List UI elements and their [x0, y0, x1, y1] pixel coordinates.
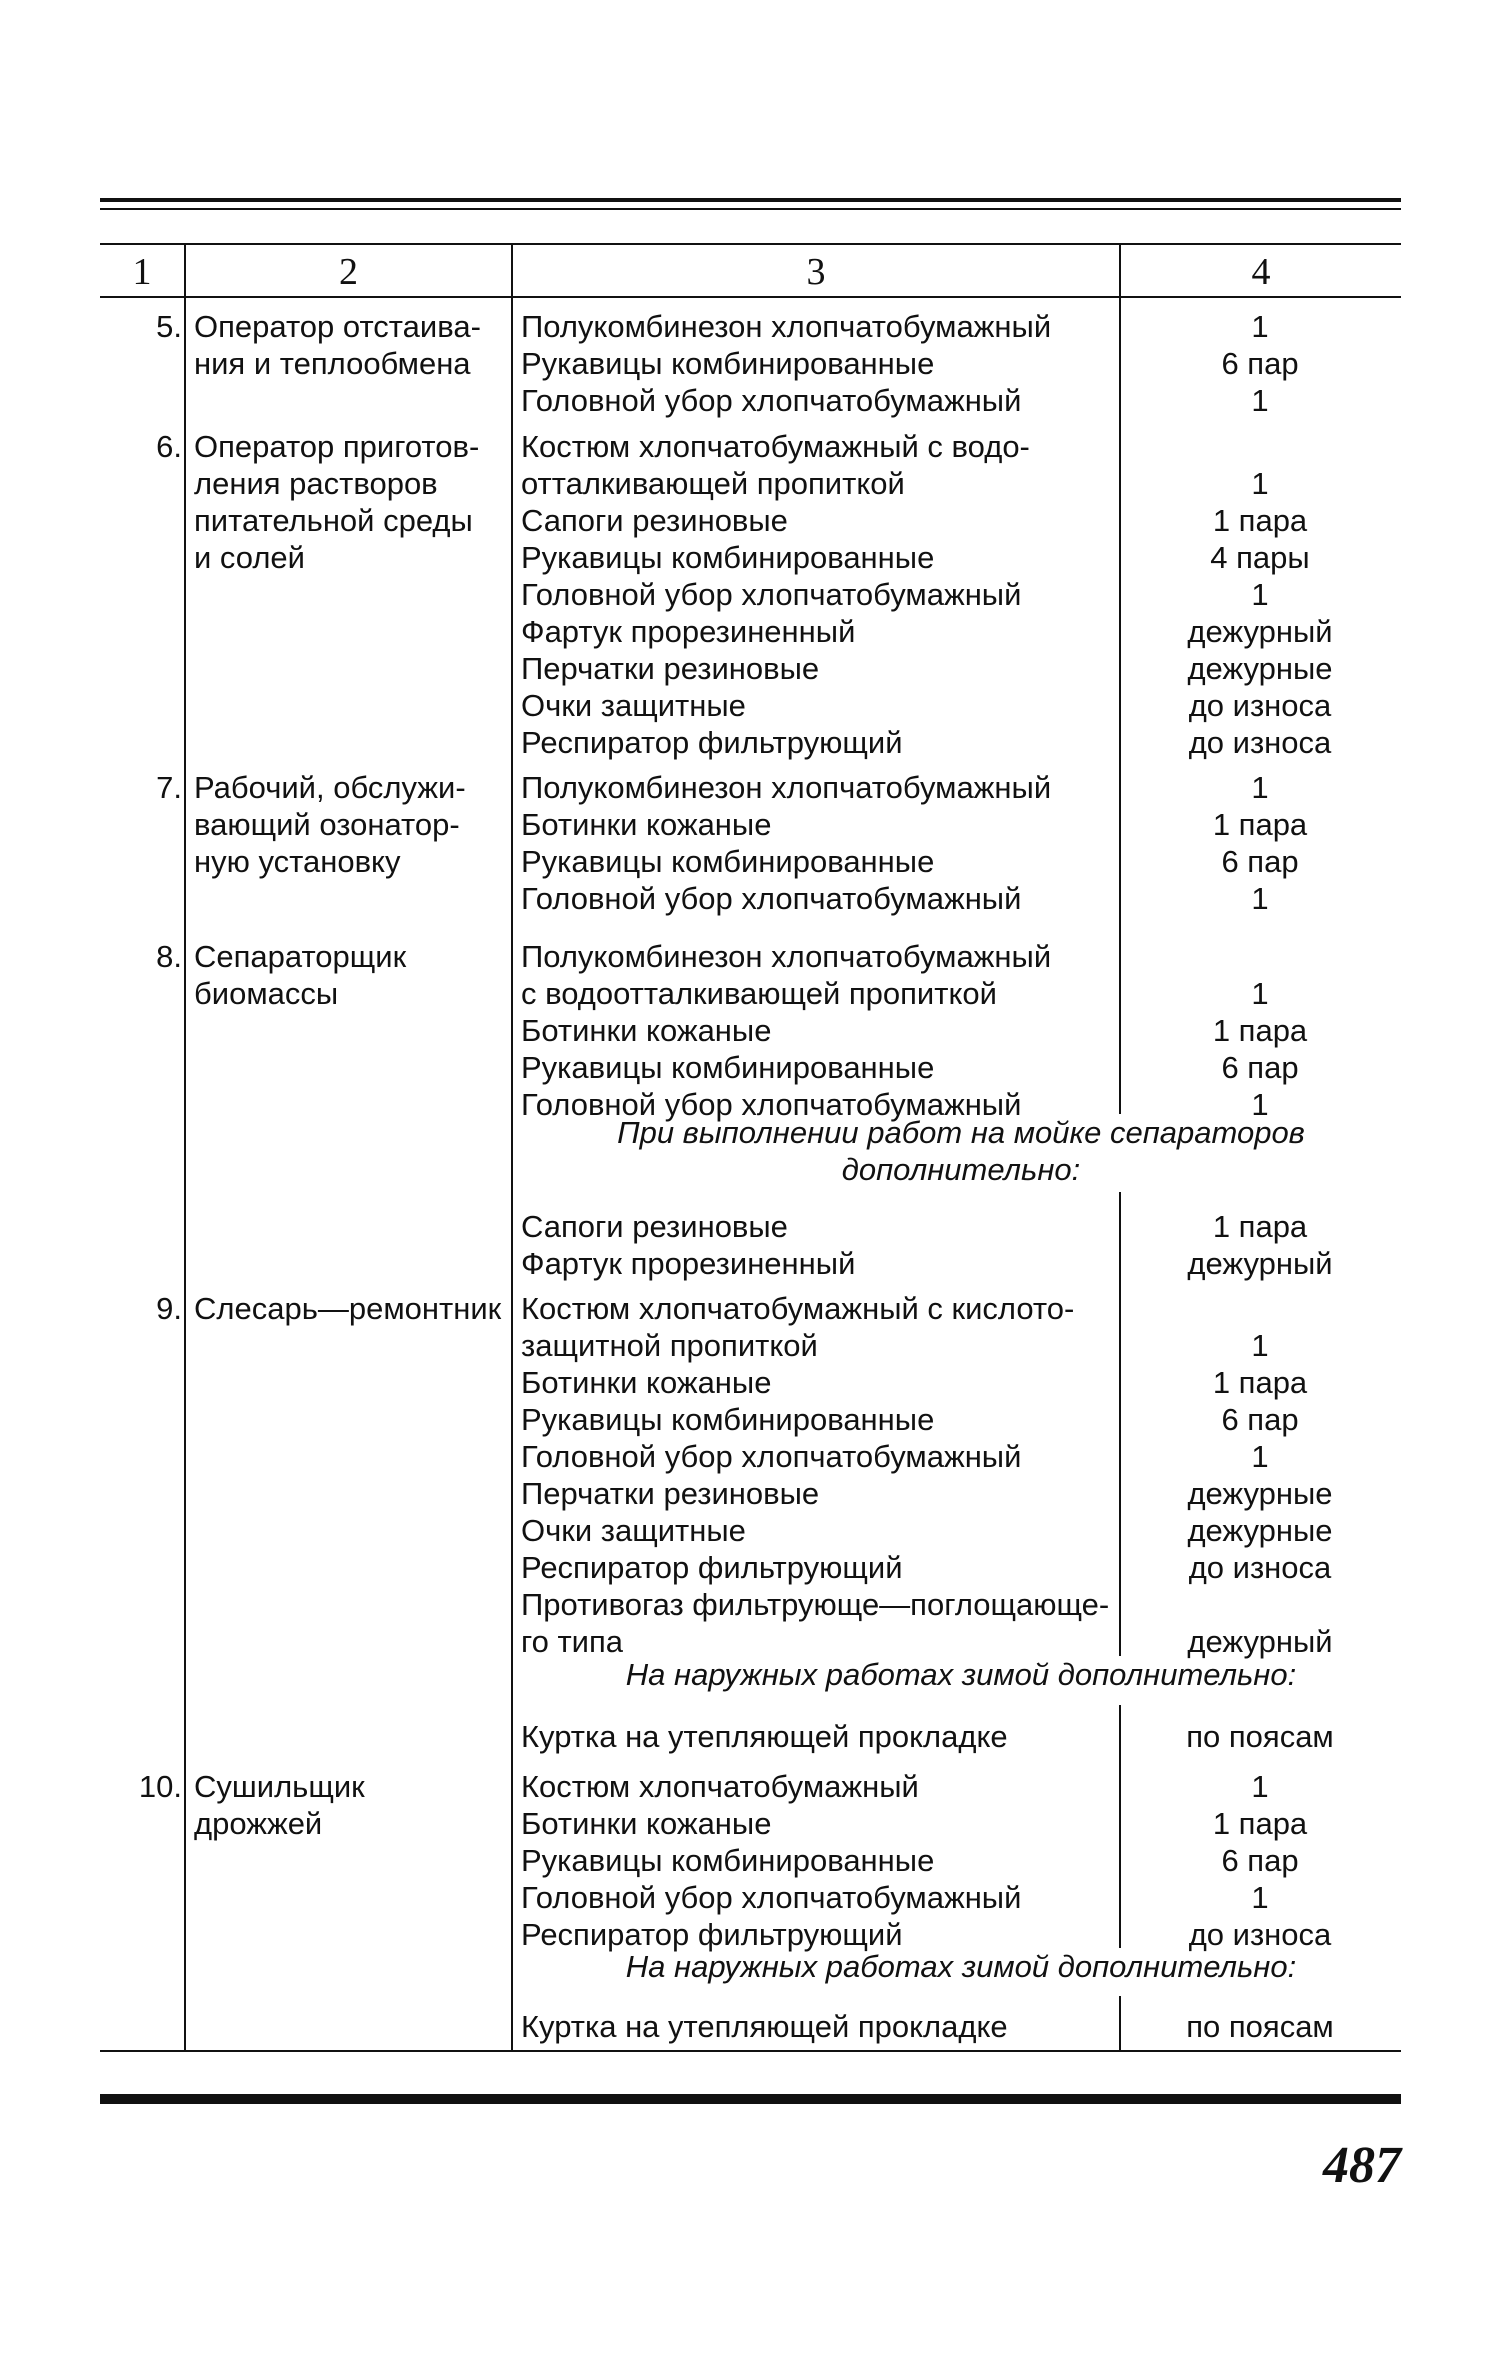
ppe-item: Ботинки кожаные: [521, 1365, 772, 1400]
ppe-item: отталкивающей пропиткой: [521, 466, 905, 501]
col-divider-3: [1119, 1996, 1121, 2050]
ppe-quantity: 1: [1251, 1880, 1269, 1915]
header-col-1: 1: [132, 251, 152, 293]
col-divider-1: [184, 243, 186, 2050]
ppe-quantity: дежурный: [1187, 1624, 1333, 1659]
ppe-item: Ботинки кожаные: [521, 1013, 772, 1048]
ppe-item: Головной убор хлопчатобумажный: [521, 881, 1022, 916]
ppe-item: Куртка на утепляющей прокладке: [521, 1719, 1008, 1754]
ppe-quantity: 1: [1251, 1439, 1269, 1474]
ppe-quantity: до износа: [1188, 688, 1332, 723]
ppe-item: Фартук прорезиненный: [521, 614, 856, 649]
ppe-item: Фартук прорезиненный: [521, 1246, 856, 1281]
additional-note: На наружных работах зимой дополнительно:: [625, 1949, 1297, 1984]
ppe-quantity: до износа: [1188, 725, 1332, 760]
ppe-quantity: по поясам: [1186, 1719, 1334, 1754]
ppe-quantity: 1: [1251, 976, 1269, 1011]
ppe-quantity: 1: [1251, 1328, 1269, 1363]
ppe-quantity: по поясам: [1186, 2009, 1334, 2044]
row-number: 9.: [156, 1291, 182, 1326]
ppe-quantity: 6 пар: [1221, 1843, 1299, 1878]
ppe-quantity: дежурные: [1187, 1513, 1333, 1548]
ppe-item: Полукомбинезон хлопчатобумажный: [521, 939, 1052, 974]
ppe-quantity: 1 пара: [1212, 1365, 1308, 1400]
ppe-item: Головной убор хлопчатобумажный: [521, 1087, 1022, 1122]
position-name: Оператор приготов- ления растворов питательной среды и солей: [194, 429, 480, 575]
ppe-quantity: 6 пар: [1221, 346, 1299, 381]
row-number: 8.: [156, 939, 182, 974]
header-col-4: 4: [1251, 251, 1271, 293]
position-name: Оператор отстаива- ния и теплообмена: [194, 309, 481, 381]
page-number: 487: [1323, 2137, 1401, 2194]
ppe-item: Куртка на утепляющей прокладке: [521, 2009, 1008, 2044]
top-rule-thick: [100, 198, 1401, 202]
ppe-quantity: 1: [1251, 577, 1269, 612]
col-divider-3: [1119, 1705, 1121, 1948]
ppe-item: Респиратор фильтрующий: [521, 1917, 903, 1952]
ppe-quantity: 1 пара: [1212, 1013, 1308, 1048]
ppe-item: Сапоги резиновые: [521, 503, 788, 538]
position-name: Сушильщик дрожжей: [194, 1769, 365, 1841]
ppe-item: Ботинки кожаные: [521, 1806, 772, 1841]
ppe-item: Головной убор хлопчатобумажный: [521, 383, 1022, 418]
ppe-item: Рукавицы комбинированные: [521, 844, 935, 879]
ppe-item: Головной убор хлопчатобумажный: [521, 1439, 1022, 1474]
header-col-2: 2: [339, 251, 358, 293]
col-divider-2: [511, 243, 513, 2050]
ppe-quantity: 4 пары: [1210, 540, 1310, 575]
ppe-quantity: 6 пар: [1221, 1050, 1299, 1085]
table-bottom-line: [100, 2050, 1401, 2052]
ppe-quantity: 1: [1251, 466, 1269, 501]
ppe-quantity: 1 пара: [1212, 807, 1308, 842]
ppe-item: Костюм хлопчатобумажный с водо-: [521, 429, 1030, 464]
ppe-quantity: дежурные: [1187, 651, 1333, 686]
top-rule-thin: [100, 208, 1401, 210]
ppe-quantity: дежурные: [1187, 1476, 1333, 1511]
ppe-quantity: 1: [1251, 383, 1269, 418]
position-name: Слесарь—ремонтник: [194, 1291, 502, 1326]
position-name: Рабочий, обслужи- вающий озонатор- ную установку: [194, 770, 466, 879]
ppe-quantity: дежурный: [1187, 1246, 1333, 1281]
row-number: 5.: [156, 309, 182, 344]
ppe-quantity: 6 пар: [1221, 844, 1299, 879]
ppe-item: Полукомбинезон хлопчатобумажный: [521, 309, 1052, 344]
ppe-item: Костюм хлопчатобумажный с кислото-: [521, 1291, 1075, 1326]
ppe-item: Перчатки резиновые: [521, 1476, 820, 1511]
ppe-quantity: дежурный: [1187, 614, 1333, 649]
row-number: 10.: [138, 1769, 182, 1804]
ppe-item: с водоотталкивающей пропиткой: [521, 976, 997, 1011]
ppe-item: Очки защитные: [521, 1513, 746, 1548]
header-bottom-line: [100, 296, 1401, 298]
additional-note: На наружных работах зимой дополнительно:: [625, 1657, 1297, 1692]
ppe-quantity: 1: [1251, 770, 1269, 805]
ppe-quantity: 1: [1251, 1087, 1269, 1122]
ppe-item: Костюм хлопчатобумажный: [521, 1769, 919, 1804]
ppe-item: защитной пропиткой: [521, 1328, 818, 1363]
ppe-item: Ботинки кожаные: [521, 807, 772, 842]
ppe-quantity: 1: [1251, 309, 1269, 344]
additional-note: При выполнении работ на мойке сепараторов дополнительно:: [617, 1115, 1305, 1187]
ppe-quantity: 1: [1251, 1769, 1269, 1804]
ppe-item: Очки защитные: [521, 688, 746, 723]
ppe-quantity: до износа: [1188, 1917, 1332, 1952]
col-divider-3: [1119, 243, 1121, 1114]
header-top-line: [100, 243, 1401, 245]
header-col-3: 3: [806, 251, 826, 293]
ppe-quantity: 1: [1251, 881, 1269, 916]
ppe-item: Респиратор фильтрующий: [521, 1550, 903, 1585]
footer-rule: [100, 2094, 1401, 2104]
ppe-item: Полукомбинезон хлопчатобумажный: [521, 770, 1052, 805]
ppe-quantity: до износа: [1188, 1550, 1332, 1585]
ppe-item: Перчатки резиновые: [521, 651, 820, 686]
ppe-item: Рукавицы комбинированные: [521, 346, 935, 381]
ppe-item: Респиратор фильтрующий: [521, 725, 903, 760]
ppe-quantity: 1 пара: [1212, 1209, 1308, 1244]
row-number: 7.: [156, 770, 182, 805]
ppe-item: Головной убор хлопчатобумажный: [521, 1880, 1022, 1915]
ppe-item: го типа: [521, 1624, 624, 1659]
ppe-quantity: 6 пар: [1221, 1402, 1299, 1437]
ppe-item: Рукавицы комбинированные: [521, 1843, 935, 1878]
ppe-item: Противогаз фильтрующе—поглощающе-: [521, 1587, 1110, 1622]
position-name: Сепараторщик биомассы: [194, 939, 407, 1011]
ppe-item: Рукавицы комбинированные: [521, 1050, 935, 1085]
row-number: 6.: [156, 429, 182, 464]
ppe-item: Рукавицы комбинированные: [521, 540, 935, 575]
ppe-item: Сапоги резиновые: [521, 1209, 788, 1244]
col-divider-3: [1119, 1192, 1121, 1656]
ppe-quantity: 1 пара: [1212, 1806, 1308, 1841]
ppe-item: Рукавицы комбинированные: [521, 1402, 935, 1437]
ppe-item: Головной убор хлопчатобумажный: [521, 577, 1022, 612]
ppe-quantity: 1 пара: [1212, 503, 1308, 538]
